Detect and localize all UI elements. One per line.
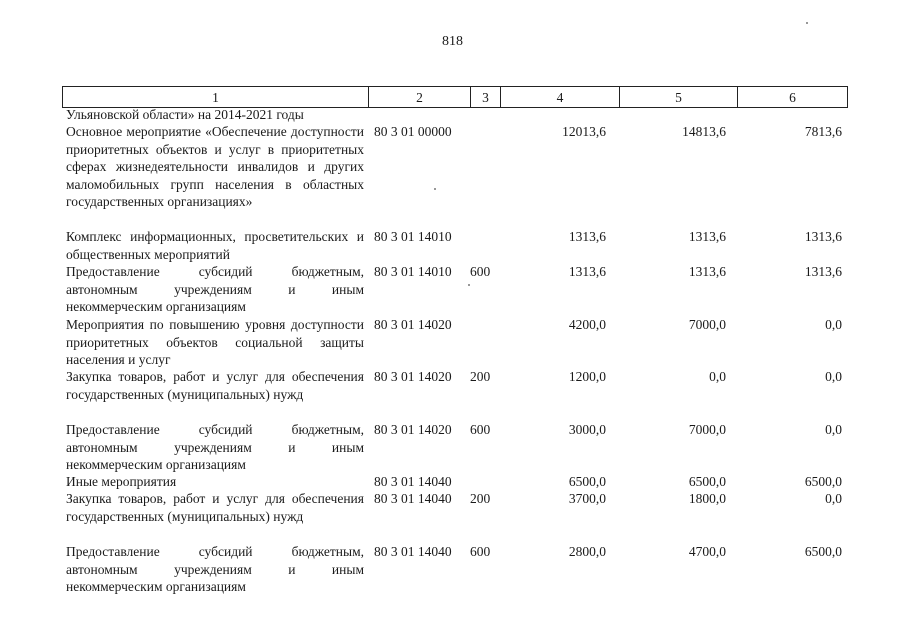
row-name: Закупка товаров, работ и услуг для обеспечения государственных (муниципальных) нужд <box>66 491 364 524</box>
row-value-6: 1313,6 <box>804 229 842 244</box>
row-name: Иные мероприятия <box>66 474 177 489</box>
row-name: Мероприятия по повышению уровня доступности приоритетных объектов социальной защиты населения и услуг <box>66 317 364 368</box>
row-value-4: 3000,0 <box>568 422 606 437</box>
row-value-6: 0,0 <box>825 317 842 332</box>
row-name: Предоставление субсидий бюджетным, автономным учреждениям и иным некоммерческим организациям <box>66 264 364 315</box>
column-header-2: 2 <box>368 87 470 107</box>
row-value-4: 6500,0 <box>568 474 606 489</box>
row-name: Предоставление субсидий бюджетным, автономным учреждениям и иным некоммерческим организациям <box>66 422 364 473</box>
row-value-6: 0,0 <box>825 422 842 437</box>
column-header-1: 1 <box>62 87 368 107</box>
scan-speck <box>468 284 470 286</box>
row-name: Ульяновской области» на 2014-2021 годы <box>66 107 304 122</box>
row-value-6: 6500,0 <box>804 474 842 489</box>
row-code: 80 3 01 14010 <box>374 264 452 279</box>
row-value-4: 1200,0 <box>568 369 606 384</box>
row-name: Закупка товаров, работ и услуг для обеспечения государственных (муниципальных) нужд <box>66 369 364 402</box>
column-header-4: 4 <box>500 87 619 107</box>
row-name: Предоставление субсидий бюджетным, автономным учреждениям и иным некоммерческим организациям <box>66 544 364 595</box>
row-group: 600 <box>470 264 491 279</box>
row-code: 80 3 01 00000 <box>374 124 452 139</box>
row-code: 80 3 01 14020 <box>374 317 452 332</box>
row-value-5: 14813,6 <box>682 124 726 139</box>
row-value-5: 7000,0 <box>688 422 726 437</box>
row-value-6: 6500,0 <box>804 544 842 559</box>
row-value-5: 4700,0 <box>688 544 726 559</box>
row-value-4: 12013,6 <box>562 124 606 139</box>
row-value-5: 0,0 <box>709 369 726 384</box>
row-code: 80 3 01 14020 <box>374 422 452 437</box>
row-value-4: 1313,6 <box>568 229 606 244</box>
row-group: 600 <box>470 422 491 437</box>
scan-speck <box>806 22 808 24</box>
row-group: 200 <box>470 369 491 384</box>
row-group: 200 <box>470 491 491 506</box>
row-code: 80 3 01 14010 <box>374 229 452 244</box>
row-code: 80 3 01 14040 <box>374 491 452 506</box>
row-value-4: 3700,0 <box>568 491 606 506</box>
row-value-6: 1313,6 <box>804 264 842 279</box>
row-value-5: 1800,0 <box>688 491 726 506</box>
row-value-5: 1313,6 <box>688 264 726 279</box>
row-value-6: 7813,6 <box>804 124 842 139</box>
row-value-6: 0,0 <box>825 491 842 506</box>
row-value-4: 1313,6 <box>568 264 606 279</box>
column-header-5: 5 <box>619 87 737 107</box>
row-value-5: 7000,0 <box>688 317 726 332</box>
column-header-6: 6 <box>737 87 848 107</box>
row-group: 600 <box>470 544 491 559</box>
row-name: Комплекс информационных, просветительских и общественных мероприятий <box>66 229 364 262</box>
row-code: 80 3 01 14020 <box>374 369 452 384</box>
page-number: 818 <box>442 34 463 49</box>
row-value-6: 0,0 <box>825 369 842 384</box>
scan-speck <box>434 188 436 190</box>
column-header-row <box>62 86 848 108</box>
row-value-5: 6500,0 <box>688 474 726 489</box>
row-code: 80 3 01 14040 <box>374 474 452 489</box>
row-code: 80 3 01 14040 <box>374 544 452 559</box>
row-name: Основное мероприятие «Обеспечение доступности приоритетных объектов и услуг в приоритетных сферах жизнедеятельности инвалидов и других маломобильных групп населения в областных государственных организациях» <box>66 124 364 210</box>
row-value-4: 4200,0 <box>568 317 606 332</box>
column-header-3: 3 <box>470 87 500 107</box>
row-value-4: 2800,0 <box>568 544 606 559</box>
row-value-5: 1313,6 <box>688 229 726 244</box>
